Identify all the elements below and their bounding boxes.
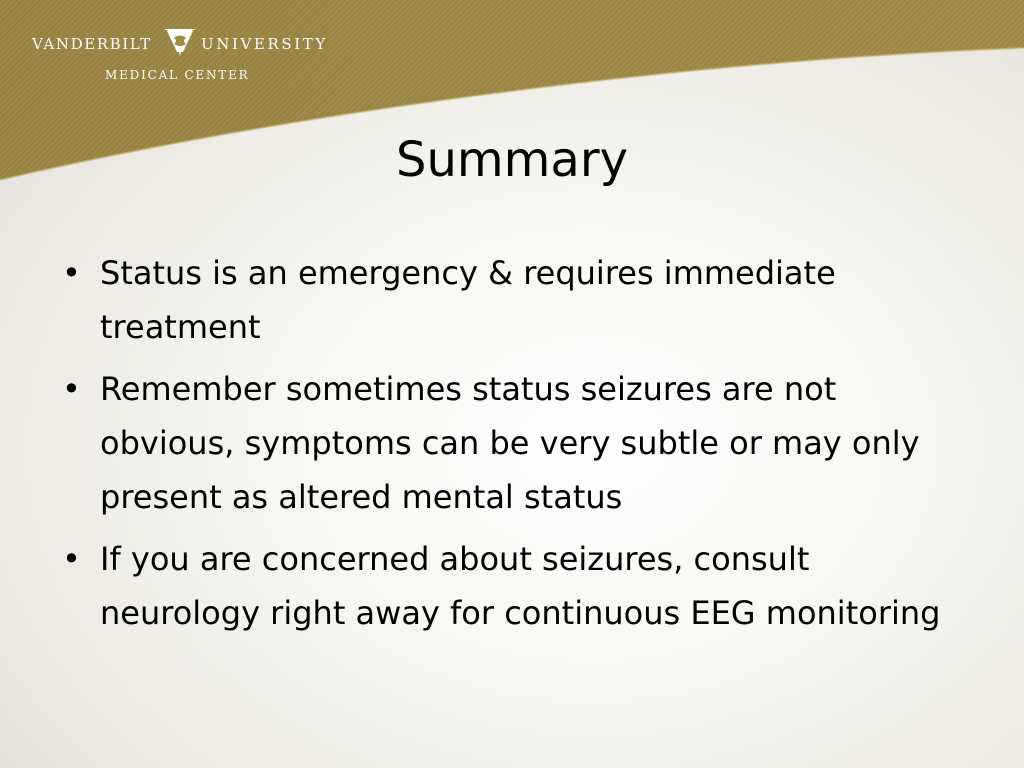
bullet-text: If you are concerned about seizures, consult neurology right away for continuous EEG monitoring [100, 540, 941, 632]
bullet-text: Remember sometimes status seizures are not obvious, symptoms can be very subtle or may only present as altered mental status [100, 370, 920, 516]
bullet-list [62, 246, 962, 648]
bullet-item-3 [62, 532, 962, 640]
vanderbilt-logo [0, 0, 1024, 100]
bullet-marker: • [62, 540, 81, 578]
logo-university-text: UNIVERSITY [201, 35, 328, 53]
bullet-marker: • [62, 370, 81, 408]
bullet-text: Status is an emergency & requires immediate treatment [100, 254, 836, 346]
slide-title: Summary [396, 132, 628, 188]
bullet-item-2 [62, 362, 962, 524]
logo-vanderbilt-text: VANDERBILT [32, 35, 152, 53]
vanderbilt-v-oak-leaf-icon [164, 29, 196, 56]
logo-medical-center-text: MEDICAL CENTER [105, 68, 250, 82]
bullet-marker: • [62, 254, 81, 292]
bullet-item-1 [62, 246, 962, 354]
